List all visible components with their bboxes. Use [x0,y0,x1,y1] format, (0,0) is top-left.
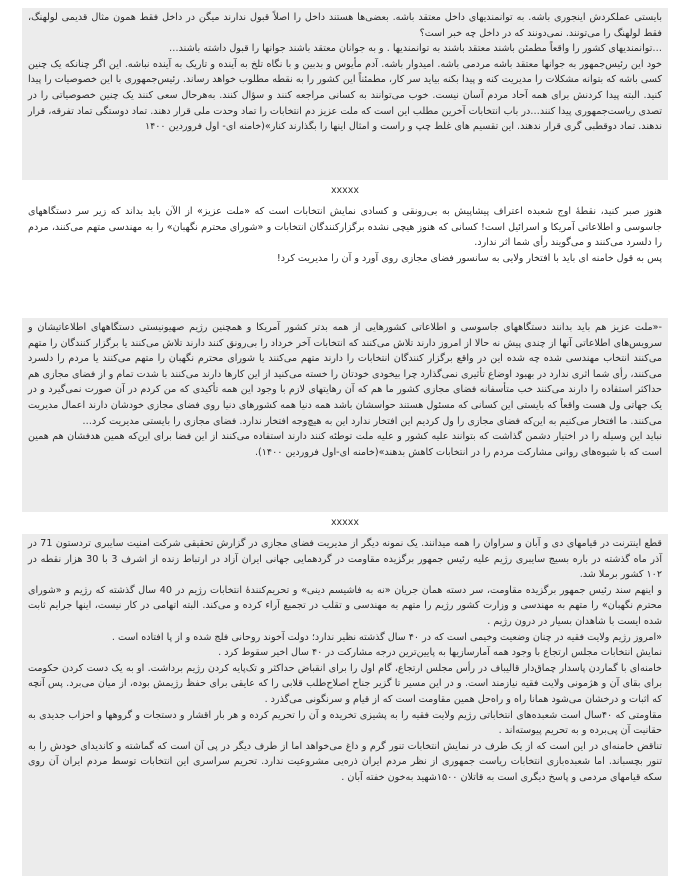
paragraph: هنوز صبر کنید، نقطهٔ اوج شعبده اعتراف پیشاپیش به بی‌رونقی و کسادی نمایش انتخابات است که «ملت عزیز» از الآن باید بداند که زیر سر دستگاههای جاسوسی و اطلاعاتی آمریکا و اسرائیل است! کسانی که هنوز هیچی نشده برگزارکنندگان انتخابات و «شورای محترم نگهبان» را به مهندسی متهم می‌کنند، مردم را دلسرد می‌کنند و می‌گویند رأی شما اثر ندارد. [28,206,662,249]
separator: xxxxx [330,185,360,196]
paragraph: …توانمندیهای کشور را واقعاً مطمئن باشند معتقد باشند به توانمندیها . و به جوانان معتقد باشند جوانها را قبول داشته باشند… [169,43,662,55]
paragraph: و اینهم سند رئیس جمهور برگزیده مقاومت، سر دسته همان جریان «نه به فاشیسم دینی» و تحریم‌کنندهٔ انتخابات رژیم در 40 سال گذشته که رژیم و «شورای محترم نگهبان» را متهم به مهندسی و وزارت کشور رژیم را متهم به مهندسی و تقلب در تجمیع آراء کرده و می‌کند. البته اتهامی در کار نیست، اینها جرایم ثابت شده ایست با شاهدان بسیار در درون رژیم . [28,584,662,627]
paragraph: -«ملت عزیز هم باید بدانند دستگاههای جاسوسی و اطلاعاتی کشورهایی از همه بدتر کشور آمریکا و همچنین رژیم صهیونیستی دستگاههای اطلاعاتیشان و سرویس‌های اطلاعاتی آنها از چندی پیش نه حالا از امروز دارند تلاش می‌کنند که انتخابات آخر خرداد را بی‌رونق کنند دارند تلاش می‌کنند یا برگزار کنندگان را متهم می‌کنند انتخاب مهندسی شده چه شده این در واقع برگزار کنندگان انتخابات را دارند متهم می‌کنند یا شورای محترم نگهبان را متهم می‌کنند یا مردم را دلسرد می‌کنند، رأی شما اثری ندارد در بهبود اوضاع تأثیری نمی‌گذارد چرا بیخودی خودتان را خسته می‌کنید از این کارها دارند می‌کنند با شدت تمام و از فضای مجازی هم حداکثر استفاده را دارند می‌کنند خب متأسفانه فضای مجازی کشور ما هم که آن رهایتهای لازم با وجود این همه تأکیدی که من کردم در آن صورت نمی‌گیرد و در یک جهاتی ول هست واقعاً که بایستی این کسانی که مسئول هستند حواسشان باشد همه دنیا همه کشورهای دنیا روی فضای مجازی خودشان دارند اعمال مدیریت می‌کنند. ما افتخار می‌کنیم به این‌که فضای مجازی را ول کردیم این افتخار ندارد این به هیچ‌وجه افتخار ندارد. فضای مجازی را بایستی مدیریت کرد… [28,322,662,427]
paragraph: «امروز رژیم ولایت فقیه در چنان وضعیت وخیمی است که در ۴۰ سال گذشته نظیر ندارد؛ دولت آخوند روحانی فلج شده و از پا افتاده است . [111,631,662,643]
commentary-section [22,202,668,318]
quote-section-1 [22,8,668,180]
analysis-section [22,534,668,876]
paragraph: خامنه‌ای با گماردن پاسدار چماق‌دار قالیباف در رأس مجلس ارتجاع، گام اول را برای انقباض حداکثر و تک‌پایه کردن رژیم برداشت. او به یک دست کردن حکومت برای بقای آن و هژمونی ولایت فقیه نیازمند است. و در این مسیر تا گزیر جناح اصلاح‌طلب قلابی را که عایقی برای حفظ رژیمش بوده، از میان می‌برد. پس آنچه که اثبات و درخشان می‌شود همانا راه و راه‌حل همین مقاومت است که از قیام و سرنگونی می‌گذرد . [28,662,662,705]
separator: xxxxx [330,517,360,528]
paragraph: خود این رئیس‌جمهور به جوانها معتقد باشه مردمی باشه. امیدوار باشه. آدم مأیوس و بدبین و با نگاه تلخ به آینده و تاریک به آینده نباشه. این اگر چنانکه یک چنین کسی باشه که بتوانه مشکلات را مدیریت کنه و پیدا بکنه بیاید سر کار، مطمئناً این کشور را به نقطه مطلوب خواهد رساند. رئیس‌جمهوری با این خصوصیات را پیدا کنید. البته پیدا کردنش برای همه آحاد مردم آسان نیست. خوب می‌توانند به کسانی مراجعه کنند و سؤال کنند. به‌هرحال سعی کنند یک چنین خصوصیاتی را در تصدی ریاست‌جمهوری پیدا کنند…در باب انتخابات آخرین مطلب این است که ملت عزیز دم انتخابات را تماد وحدت ملی قرار دهند. تماد دوستگی تماد تفرقه، قرار ندهند. تماد دوقطبی گری قرار ندهند. این تقسیم های غلط چپ و راست و امثال اینها را بگذارند کنار»(خامنه ای- اول فروردین ۱۴۰۰ [28,58,662,133]
quote-section-2 [22,318,668,512]
paragraph: نمایش انتخابات مجلس ارتجاع با وجود همه آمارسازیها به پایین‌ترین درجه مشارکت در ۴۰ سال اخیر سقوط کرد . [218,647,662,659]
paragraph: پس به قول خامنه ای باید با افتخار ولایی به سانسور فضای مجازی روی آورد و آن را مدیریت کرد! [276,252,662,264]
paragraph: بایستی عملکردش اینجوری باشه. به توانمندیهای داخل معتقد باشه. بعضی‌ها هستند داخل را اصلاً قبول ندارند میگن در داخل فقط همون مثال قدیمی لولهنگ، فقط لولهنگ را می‌تونند. نمی‌دونند که در داخل چه خبر است؟ [28,12,662,39]
paragraph: نباید این وسیله را در اختیار دشمن گذاشت که بتوانند علیه کشور و علیه ملت توطئه کنند دارند استفاده می‌کنند از این فضا برای این‌که همین هدفشان هم همین است که با شیوه‌های روانی مشارکت مردم را در انتخابات کاهش بدهند»(خامنه ای-اول فروردین ۱۴۰۰). [28,431,662,458]
paragraph: تناقض خامنه‌ای در این است که از یک طرف در نمایش انتخابات تنور گرم و داغ می‌خواهد اما از طرف دیگر در پی آن است که گماشته و کاندیدای خودش را به تنور بچسباند. اما شعبده‌بازی انتخابات ریاست جمهوری از نظر مردم ایران ذره‌یی مشروعیت ندارد. تحریم سراسری این انتخابات توسط مردم ایران آن روی سکه قیامهای مردمی و پاسخ دیگری است به قاتلان ۱۵۰۰شهید به‌خون خفته آبان . [28,740,662,783]
paragraph: قطع اینترنت در قیامهای دی و آبان و سراوان را همه میدانند. یک نمونه دیگر از مدیریت فضای مجازی در گزارش تحقیقی شرکت امنیت سایبری تردستون 71 در آذر ماه گذشته در باره بسیج سایبری رژیم علیه رئیس جمهور برگزیده مقاومت در گردهمایی جهانی ایران آزاد در ارتباط زنده از اشرف 3 با 30 هزار نقطه در ۱۰۲ کشور برملا شد. [28,538,662,581]
paragraph: مقاومتی که ۴۰سال است شعبده‌های انتخاباتی رژیم ولایت فقیه را به پشیزی تخریده و آن را تحریم کرده و هر بار اقشار و دستجات و گروهها و احزاب جدیدی به حقانیت آن پی‌برده و به تحریم پیوسته‌اند . [28,709,662,737]
